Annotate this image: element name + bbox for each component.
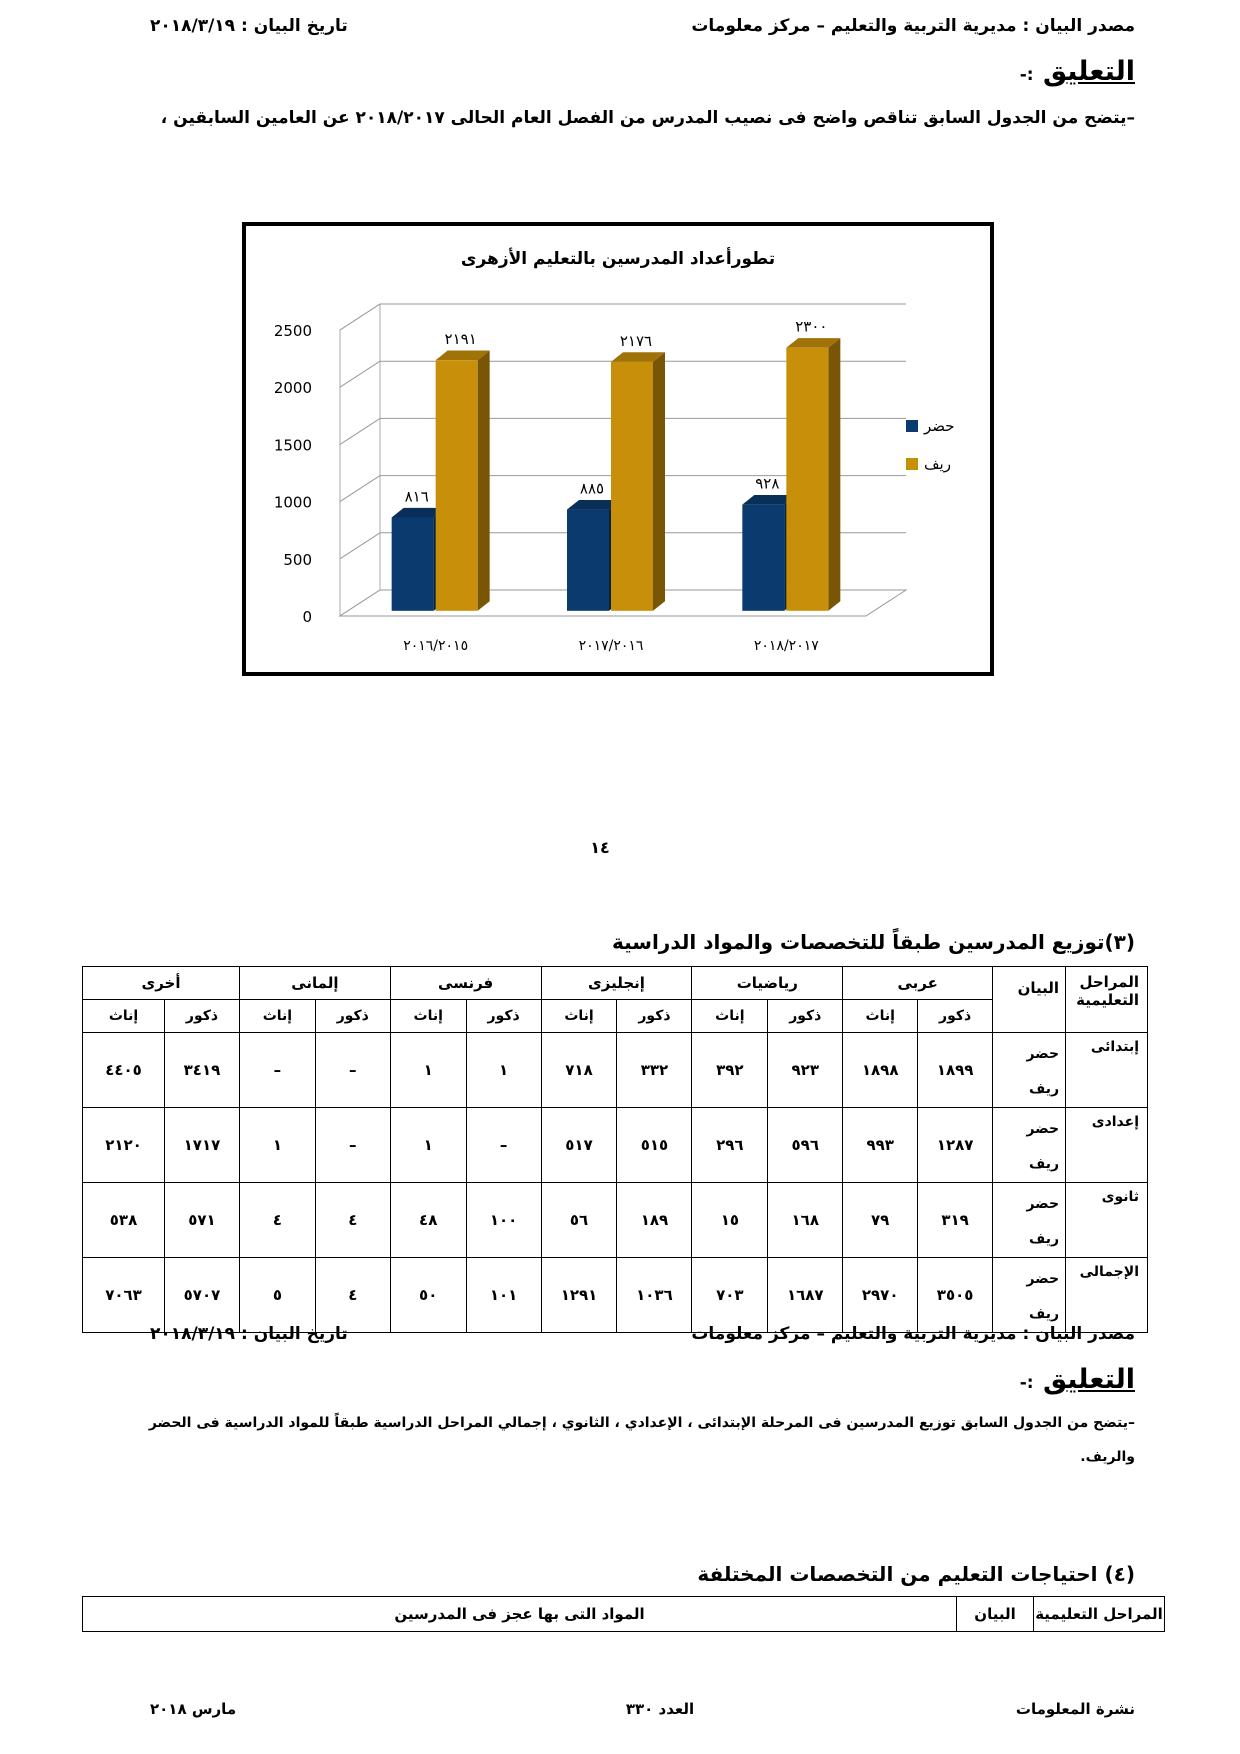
y-tick-label: 500 [283,550,312,569]
value-cell: ٥ [239,1258,315,1333]
subject-header: إنجليزى [541,967,692,1000]
needs-col-stage: المراحل التعليمية [1034,1597,1165,1632]
legend-swatch [906,458,918,470]
value-cell: – [315,1108,390,1183]
value-cell: ١ [466,1033,541,1108]
comment-suffix: :- [1019,65,1034,85]
value-cell: ١٨٩٨ [843,1033,918,1108]
value-cell: ٥١٧ [541,1108,617,1183]
value-cell: – [466,1108,541,1183]
value-cell: ٧٠٣ [692,1258,768,1333]
value-cell: – [315,1033,390,1108]
urban-rural-cell [993,1183,1066,1258]
value-cell: ١٧١٧ [165,1108,240,1183]
data-label: ٨١٦ [404,487,429,506]
chart-title: تطورأعداد المدرسين بالتعليم الأزهرى [460,249,776,269]
comment-heading [835,56,1135,87]
chart-side-wall [340,304,380,616]
legend-label: ريف [924,455,951,473]
x-tick-label: ٢٠١٨/٢٠١٧ [753,638,819,654]
value-cell: ٩٩٣ [843,1108,918,1183]
value-cell: ١٨٩ [617,1183,692,1258]
y-tick-label: 2500 [273,322,312,340]
legend-swatch [906,420,918,432]
comment2-heading [835,1364,1135,1395]
urban-label: حضر [1026,1196,1060,1212]
data-label: ٢١٩١ [444,330,477,349]
comment2-text-content: –يتضح من الجدول السابق توزيع المدرسين فى المرحلة الإبتدائى ، الإعدادي ، الثانوي ، إجمالي المراحل الدراسية طبقاً للمواد الدراسية فى الحضر والريف. [148,1415,1135,1465]
value-cell: ٢٩٦ [692,1108,768,1183]
bar [392,517,434,610]
value-cell: ١٥ [692,1183,768,1258]
data-label: ٩٢٨ [755,474,780,493]
urban-label: حضر [1026,1271,1060,1287]
value-cell: ١٨٩٩ [918,1033,993,1108]
subject-header: فرنسى [390,967,541,1000]
footer-issue: العدد ٣٣٠ [625,1700,695,1718]
needs-col-item: البيان [957,1597,1034,1632]
male-header: ذكور [315,1000,390,1033]
subject-header: أخرى [83,967,240,1000]
y-tick-label: 0 [302,608,312,626]
chart-frame [242,222,994,676]
male-header: ذكور [165,1000,240,1033]
male-header: ذكور [466,1000,541,1033]
value-cell: ٣٩٢ [692,1033,768,1108]
source-line-2 [435,1324,1135,1344]
rural-label: ريف [1029,1231,1060,1247]
legend-label: حضر [924,417,955,435]
rural-label: ريف [1029,1306,1060,1322]
subheader-row [83,1000,1148,1033]
value-cell: ٣٥٠٥ [918,1258,993,1333]
value-cell: ٥١٥ [617,1108,692,1183]
source-text-2: مصدر البيان : مديرية التربية والتعليم – مركز معلومات [691,1324,1135,1344]
x-tick-label: ٢٠١٧/٢٠١٦ [578,638,644,654]
date-line [150,16,390,36]
footer-date: مارس ٢٠١٨ [150,1700,237,1718]
value-cell: ٥٠ [390,1258,466,1333]
rural-label: ريف [1029,1081,1060,1097]
value-cell: ٥٩٦ [768,1108,843,1183]
header-row [83,967,1148,1000]
value-cell: ٤ [239,1183,315,1258]
value-cell: ١ [239,1108,315,1183]
male-header: ذكور [768,1000,843,1033]
value-cell: ١ [390,1108,466,1183]
female-header: إناث [541,1000,617,1033]
female-header: إناث [843,1000,918,1033]
source-line [435,16,1135,36]
bar-chart [246,226,990,672]
y-tick-label: 1000 [273,493,312,512]
bar [742,505,784,611]
value-cell: ١٦٨٧ [768,1258,843,1333]
comment-text-content: –يتضح من الجدول السابق تناقص واضح فى نصيب المدرس من الفصل العام الحالى ٢٠١٨/٢٠١٧ عن العامين السابقين ، [160,108,1135,128]
data-label: ٢١٧٦ [619,331,653,350]
data-label: ٢٣٠٠ [795,317,828,336]
table-row [83,1183,1148,1258]
male-header: ذكور [617,1000,692,1033]
value-cell: ٣١٩ [918,1183,993,1258]
table-row [83,1258,1148,1333]
footer-bulletin: نشرة المعلومات [1015,1700,1135,1718]
date-text: تاريخ البيان : ٢٠١٨/٣/١٩ [150,16,348,36]
table-row [83,1108,1148,1183]
y-tick-label: 1500 [273,436,312,455]
data-label: ٨٨٥ [579,479,605,498]
male-header: ذكور [918,1000,993,1033]
bar-side [828,338,840,611]
comment-title: التعليق [1042,56,1135,87]
value-cell: ١٠٣٦ [617,1258,692,1333]
value-cell: ١٠١ [466,1258,541,1333]
female-header: إناث [83,1000,165,1033]
value-cell: ١ [390,1033,466,1108]
comment-text [135,108,1135,128]
value-cell: ٤٨ [390,1183,466,1258]
comment2-suffix: :- [1019,1373,1034,1393]
value-cell: ٤٤٠٥ [83,1033,165,1108]
value-cell: ١٦٨ [768,1183,843,1258]
value-cell: ٩٢٣ [768,1033,843,1108]
urban-label: حضر [1026,1046,1060,1062]
stage-cell: إبتدائى [1066,1033,1148,1108]
value-cell: ١٠٠ [466,1183,541,1258]
stage-cell: ثانوى [1066,1183,1148,1258]
bar-side [653,352,665,611]
value-cell: ٣٣٢ [617,1033,692,1108]
value-cell: ١٢٩١ [541,1258,617,1333]
urban-rural-cell [993,1258,1066,1333]
rural-label: ريف [1029,1156,1060,1172]
needs-col-subjects: المواد التى بها عجز فى المدرسين [83,1597,957,1632]
section4-title: (٤) احتياجات التعليم من التخصصات المختلفة [697,1562,1135,1586]
stage-cell: إعدادى [1066,1108,1148,1183]
comment2-title: التعليق [1042,1364,1135,1395]
value-cell: ٥٧١ [165,1183,240,1258]
page-number: ١٤ [590,838,610,857]
source-text: مصدر البيان : مديرية التربية والتعليم – مركز معلومات [691,16,1135,36]
section3-title: (٣)توزيع المدرسين طبقاً للتخصصات والمواد الدراسية [611,930,1135,954]
female-header: إناث [390,1000,466,1033]
date-text-2: تاريخ البيان : ٢٠١٨/٣/١٩ [150,1324,348,1344]
value-cell: ١٢٨٧ [918,1108,993,1183]
female-header: إناث [239,1000,315,1033]
col-stage: المراحل التعليمية [1066,967,1148,1033]
value-cell: ٥٧٠٧ [165,1258,240,1333]
value-cell: ٤ [315,1258,390,1333]
urban-rural-cell [993,1108,1066,1183]
bar [436,360,478,611]
urban-rural-cell [993,1033,1066,1108]
teachers-table [82,966,1148,1333]
comment2-text [135,1406,1135,1474]
subject-header: رياضيات [692,967,843,1000]
value-cell: ٧١٨ [541,1033,617,1108]
value-cell: ٥٦ [541,1183,617,1258]
female-header: إناث [692,1000,768,1033]
table-row [83,1033,1148,1108]
bar-side [478,351,490,611]
urban-label: حضر [1026,1121,1060,1137]
value-cell: ٤ [315,1183,390,1258]
value-cell: ٧٩ [843,1183,918,1258]
col-item: البيان [993,967,1066,1033]
bar [611,362,653,611]
x-tick-label: ٢٠١٦/٢٠١٥ [403,638,469,654]
value-cell: ٢٩٧٠ [843,1258,918,1333]
subject-header: عربى [843,967,993,1000]
value-cell: ٣٤١٩ [165,1033,240,1108]
needs-table [82,1596,1165,1632]
value-cell: ٧٠٦٣ [83,1258,165,1333]
value-cell: – [239,1033,315,1108]
value-cell: ٥٣٨ [83,1183,165,1258]
bar [567,510,609,611]
bar [786,348,828,611]
value-cell: ٢١٢٠ [83,1108,165,1183]
y-tick-label: 2000 [273,379,312,398]
subject-header: إلمانى [239,967,390,1000]
date-line-2 [150,1324,390,1344]
stage-cell: الإجمالى [1066,1258,1148,1333]
